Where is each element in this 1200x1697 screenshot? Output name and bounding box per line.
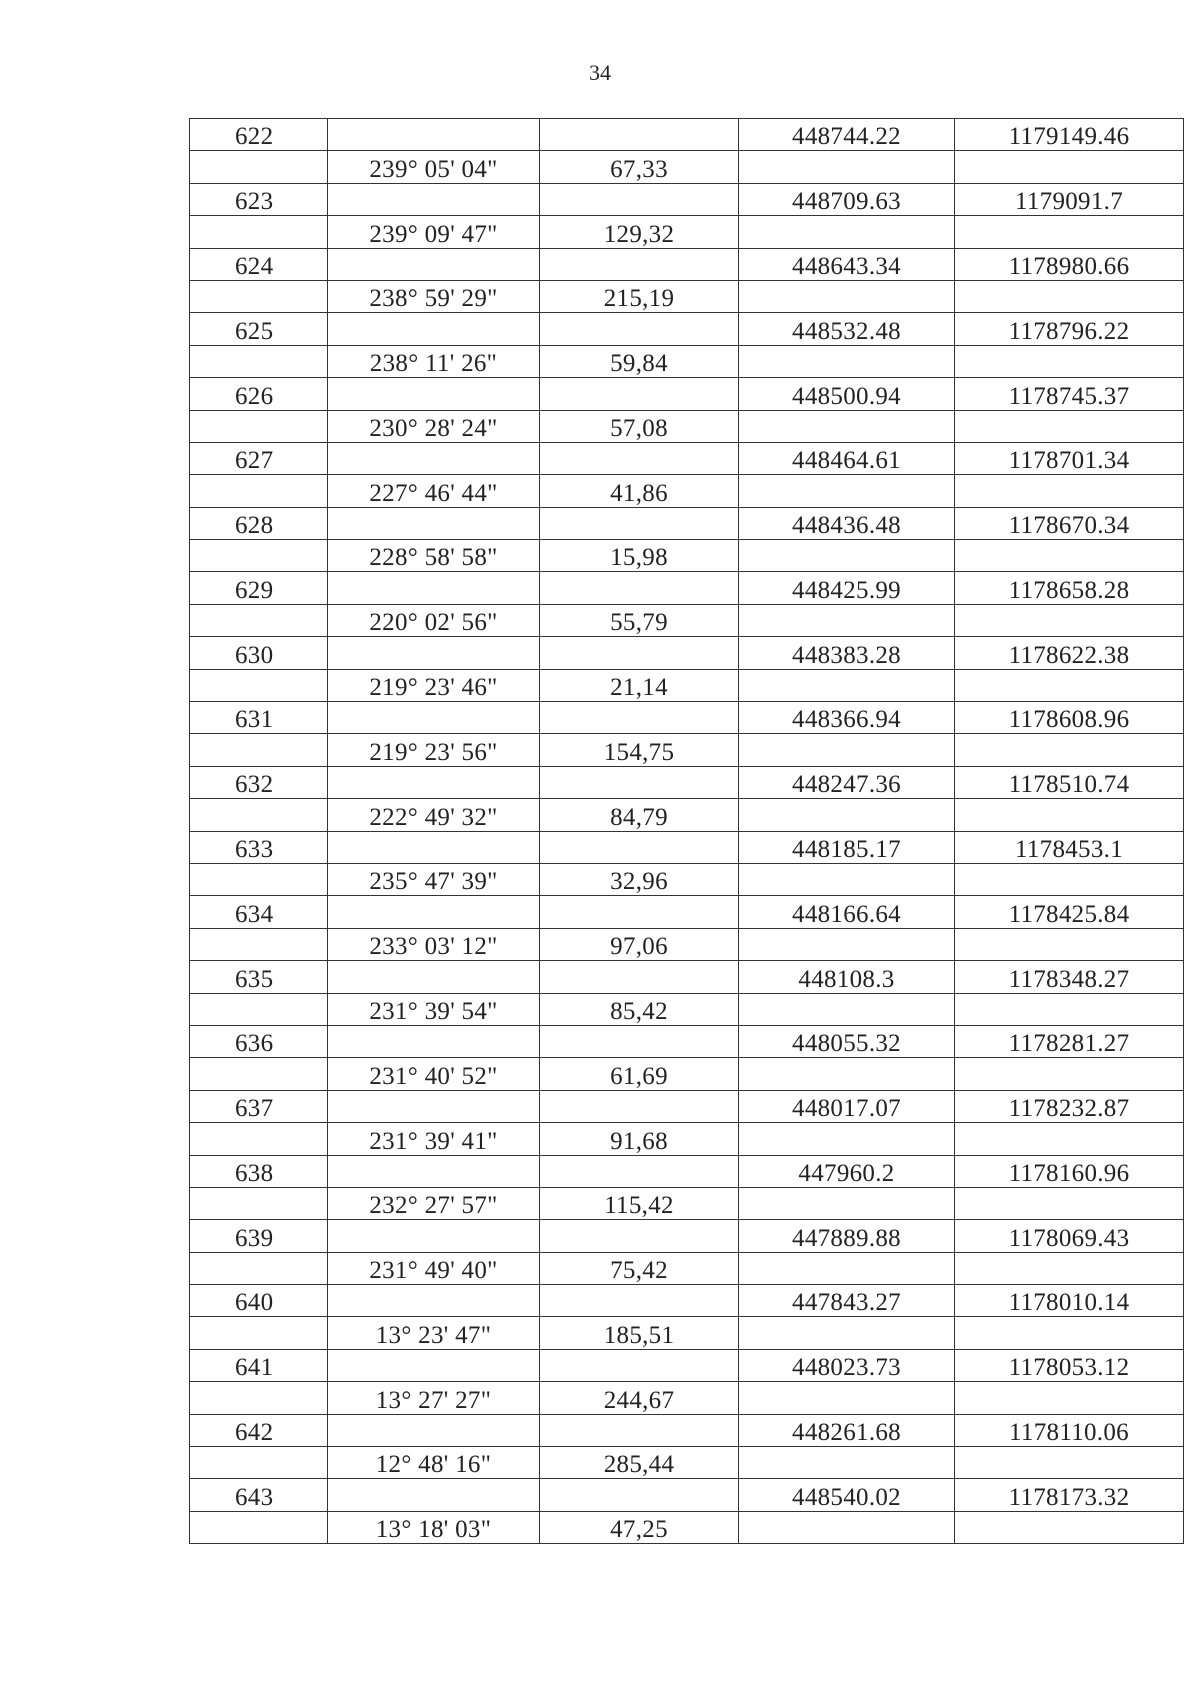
empty-cell bbox=[540, 831, 739, 863]
point-number: 624 bbox=[190, 248, 328, 280]
x-coordinate: 448247.36 bbox=[739, 766, 955, 798]
segment-length: 47,25 bbox=[540, 1511, 739, 1543]
empty-cell bbox=[955, 799, 1184, 831]
empty-cell bbox=[328, 1414, 540, 1446]
segment-length: 59,84 bbox=[540, 345, 739, 377]
empty-cell bbox=[739, 410, 955, 442]
point-number: 636 bbox=[190, 1025, 328, 1057]
empty-cell bbox=[739, 1252, 955, 1284]
empty-cell bbox=[540, 1349, 739, 1381]
point-number: 634 bbox=[190, 896, 328, 928]
y-coordinate: 1178658.28 bbox=[955, 572, 1184, 604]
point-row bbox=[190, 507, 1184, 539]
empty-cell bbox=[739, 475, 955, 507]
segment-row bbox=[190, 540, 1184, 572]
segment-row bbox=[190, 604, 1184, 636]
direction-angle: 222° 49' 32" bbox=[328, 799, 540, 831]
x-coordinate: 448055.32 bbox=[739, 1025, 955, 1057]
empty-cell bbox=[955, 1123, 1184, 1155]
empty-cell bbox=[328, 1155, 540, 1187]
empty-cell bbox=[190, 345, 328, 377]
y-coordinate: 1178622.38 bbox=[955, 637, 1184, 669]
empty-cell bbox=[328, 896, 540, 928]
empty-cell bbox=[739, 669, 955, 701]
direction-angle: 239° 05' 04" bbox=[328, 151, 540, 183]
empty-cell bbox=[739, 1317, 955, 1349]
empty-cell bbox=[328, 378, 540, 410]
point-number: 643 bbox=[190, 1479, 328, 1511]
direction-angle: 238° 59' 29" bbox=[328, 280, 540, 312]
y-coordinate: 1178053.12 bbox=[955, 1349, 1184, 1381]
point-number: 625 bbox=[190, 313, 328, 345]
empty-cell bbox=[328, 248, 540, 280]
point-row bbox=[190, 1025, 1184, 1057]
empty-cell bbox=[190, 216, 328, 248]
point-number: 627 bbox=[190, 442, 328, 474]
empty-cell bbox=[190, 993, 328, 1025]
x-coordinate: 448383.28 bbox=[739, 637, 955, 669]
empty-cell bbox=[190, 540, 328, 572]
x-coordinate: 448023.73 bbox=[739, 1349, 955, 1381]
direction-angle: 230° 28' 24" bbox=[328, 410, 540, 442]
empty-cell bbox=[328, 766, 540, 798]
empty-cell bbox=[190, 1252, 328, 1284]
empty-cell bbox=[955, 1058, 1184, 1090]
point-row bbox=[190, 572, 1184, 604]
empty-cell bbox=[955, 345, 1184, 377]
segment-length: 32,96 bbox=[540, 863, 739, 895]
empty-cell bbox=[955, 475, 1184, 507]
point-row bbox=[190, 637, 1184, 669]
point-row bbox=[190, 831, 1184, 863]
empty-cell bbox=[190, 1447, 328, 1479]
point-number: 630 bbox=[190, 637, 328, 669]
empty-cell bbox=[739, 604, 955, 636]
empty-cell bbox=[328, 1479, 540, 1511]
empty-cell bbox=[739, 799, 955, 831]
empty-cell bbox=[328, 702, 540, 734]
empty-cell bbox=[540, 248, 739, 280]
y-coordinate: 1178980.66 bbox=[955, 248, 1184, 280]
segment-row bbox=[190, 1382, 1184, 1414]
empty-cell bbox=[955, 410, 1184, 442]
y-coordinate: 1178745.37 bbox=[955, 378, 1184, 410]
direction-angle: 227° 46' 44" bbox=[328, 475, 540, 507]
segment-row bbox=[190, 216, 1184, 248]
empty-cell bbox=[955, 928, 1184, 960]
empty-cell bbox=[328, 1090, 540, 1122]
empty-cell bbox=[328, 1349, 540, 1381]
y-coordinate: 1178348.27 bbox=[955, 961, 1184, 993]
point-row bbox=[190, 1090, 1184, 1122]
segment-length: 61,69 bbox=[540, 1058, 739, 1090]
empty-cell bbox=[328, 507, 540, 539]
empty-cell bbox=[955, 734, 1184, 766]
y-coordinate: 1179091.7 bbox=[955, 183, 1184, 215]
segment-row bbox=[190, 993, 1184, 1025]
point-number: 639 bbox=[190, 1220, 328, 1252]
empty-cell bbox=[739, 151, 955, 183]
direction-angle: 231° 49' 40" bbox=[328, 1252, 540, 1284]
empty-cell bbox=[739, 928, 955, 960]
y-coordinate: 1178281.27 bbox=[955, 1025, 1184, 1057]
empty-cell bbox=[540, 1090, 739, 1122]
x-coordinate: 448464.61 bbox=[739, 442, 955, 474]
segment-length: 57,08 bbox=[540, 410, 739, 442]
empty-cell bbox=[540, 766, 739, 798]
empty-cell bbox=[739, 1511, 955, 1543]
point-row bbox=[190, 442, 1184, 474]
empty-cell bbox=[955, 863, 1184, 895]
y-coordinate: 1178701.34 bbox=[955, 442, 1184, 474]
segment-row bbox=[190, 1447, 1184, 1479]
coordinates-table-body bbox=[190, 119, 1184, 1544]
empty-cell bbox=[739, 863, 955, 895]
segment-row bbox=[190, 734, 1184, 766]
x-coordinate: 448366.94 bbox=[739, 702, 955, 734]
direction-angle: 219° 23' 46" bbox=[328, 669, 540, 701]
empty-cell bbox=[955, 993, 1184, 1025]
empty-cell bbox=[190, 799, 328, 831]
direction-angle: 231° 40' 52" bbox=[328, 1058, 540, 1090]
y-coordinate: 1178425.84 bbox=[955, 896, 1184, 928]
x-coordinate: 448425.99 bbox=[739, 572, 955, 604]
empty-cell bbox=[540, 702, 739, 734]
empty-cell bbox=[739, 540, 955, 572]
empty-cell bbox=[955, 1317, 1184, 1349]
point-row bbox=[190, 248, 1184, 280]
point-number: 623 bbox=[190, 183, 328, 215]
x-coordinate: 448185.17 bbox=[739, 831, 955, 863]
segment-length: 185,51 bbox=[540, 1317, 739, 1349]
empty-cell bbox=[540, 1025, 739, 1057]
point-row bbox=[190, 702, 1184, 734]
empty-cell bbox=[955, 1382, 1184, 1414]
empty-cell bbox=[540, 119, 739, 151]
point-row bbox=[190, 896, 1184, 928]
empty-cell bbox=[955, 1187, 1184, 1219]
point-row bbox=[190, 119, 1184, 151]
empty-cell bbox=[328, 313, 540, 345]
point-number: 622 bbox=[190, 119, 328, 151]
y-coordinate: 1178069.43 bbox=[955, 1220, 1184, 1252]
y-coordinate: 1179149.46 bbox=[955, 119, 1184, 151]
empty-cell bbox=[739, 1447, 955, 1479]
empty-cell bbox=[328, 183, 540, 215]
direction-angle: 231° 39' 41" bbox=[328, 1123, 540, 1155]
segment-row bbox=[190, 1317, 1184, 1349]
x-coordinate: 448643.34 bbox=[739, 248, 955, 280]
segment-row bbox=[190, 151, 1184, 183]
empty-cell bbox=[540, 1479, 739, 1511]
empty-cell bbox=[190, 734, 328, 766]
point-row bbox=[190, 961, 1184, 993]
x-coordinate: 448532.48 bbox=[739, 313, 955, 345]
empty-cell bbox=[955, 1252, 1184, 1284]
empty-cell bbox=[955, 1511, 1184, 1543]
x-coordinate: 447843.27 bbox=[739, 1285, 955, 1317]
segment-length: 91,68 bbox=[540, 1123, 739, 1155]
point-row bbox=[190, 1155, 1184, 1187]
empty-cell bbox=[190, 1382, 328, 1414]
direction-angle: 13° 27' 27" bbox=[328, 1382, 540, 1414]
empty-cell bbox=[190, 1511, 328, 1543]
empty-cell bbox=[739, 993, 955, 1025]
direction-angle: 233° 03' 12" bbox=[328, 928, 540, 960]
empty-cell bbox=[540, 1155, 739, 1187]
direction-angle: 13° 18' 03" bbox=[328, 1511, 540, 1543]
segment-row bbox=[190, 475, 1184, 507]
empty-cell bbox=[955, 669, 1184, 701]
coordinates-table bbox=[189, 118, 1184, 1544]
direction-angle: 13° 23' 47" bbox=[328, 1317, 540, 1349]
point-number: 638 bbox=[190, 1155, 328, 1187]
empty-cell bbox=[955, 151, 1184, 183]
empty-cell bbox=[739, 1058, 955, 1090]
empty-cell bbox=[739, 280, 955, 312]
empty-cell bbox=[328, 442, 540, 474]
segment-row bbox=[190, 1511, 1184, 1543]
segment-row bbox=[190, 863, 1184, 895]
point-row bbox=[190, 378, 1184, 410]
y-coordinate: 1178670.34 bbox=[955, 507, 1184, 539]
point-number: 633 bbox=[190, 831, 328, 863]
x-coordinate: 448500.94 bbox=[739, 378, 955, 410]
x-coordinate: 447960.2 bbox=[739, 1155, 955, 1187]
point-number: 631 bbox=[190, 702, 328, 734]
empty-cell bbox=[190, 1317, 328, 1349]
empty-cell bbox=[328, 1220, 540, 1252]
x-coordinate: 448166.64 bbox=[739, 896, 955, 928]
empty-cell bbox=[540, 572, 739, 604]
empty-cell bbox=[540, 1285, 739, 1317]
point-row bbox=[190, 1220, 1184, 1252]
x-coordinate: 447889.88 bbox=[739, 1220, 955, 1252]
empty-cell bbox=[540, 313, 739, 345]
empty-cell bbox=[540, 442, 739, 474]
segment-row bbox=[190, 410, 1184, 442]
y-coordinate: 1178510.74 bbox=[955, 766, 1184, 798]
x-coordinate: 448017.07 bbox=[739, 1090, 955, 1122]
point-row bbox=[190, 183, 1184, 215]
empty-cell bbox=[190, 410, 328, 442]
x-coordinate: 448540.02 bbox=[739, 1479, 955, 1511]
empty-cell bbox=[190, 1058, 328, 1090]
empty-cell bbox=[739, 1123, 955, 1155]
segment-length: 244,67 bbox=[540, 1382, 739, 1414]
y-coordinate: 1178796.22 bbox=[955, 313, 1184, 345]
empty-cell bbox=[328, 961, 540, 993]
segment-length: 55,79 bbox=[540, 604, 739, 636]
empty-cell bbox=[190, 669, 328, 701]
empty-cell bbox=[955, 604, 1184, 636]
segment-length: 84,79 bbox=[540, 799, 739, 831]
empty-cell bbox=[328, 831, 540, 863]
segment-length: 129,32 bbox=[540, 216, 739, 248]
y-coordinate: 1178608.96 bbox=[955, 702, 1184, 734]
page-number: 34 bbox=[589, 60, 611, 85]
y-coordinate: 1178453.1 bbox=[955, 831, 1184, 863]
empty-cell bbox=[190, 863, 328, 895]
empty-cell bbox=[190, 475, 328, 507]
empty-cell bbox=[328, 572, 540, 604]
point-row bbox=[190, 1479, 1184, 1511]
direction-angle: 238° 11' 26" bbox=[328, 345, 540, 377]
segment-length: 85,42 bbox=[540, 993, 739, 1025]
direction-angle: 12° 48' 16" bbox=[328, 1447, 540, 1479]
empty-cell bbox=[955, 1447, 1184, 1479]
empty-cell bbox=[328, 1285, 540, 1317]
point-number: 641 bbox=[190, 1349, 328, 1381]
empty-cell bbox=[328, 119, 540, 151]
segment-length: 15,98 bbox=[540, 540, 739, 572]
y-coordinate: 1178160.96 bbox=[955, 1155, 1184, 1187]
empty-cell bbox=[955, 216, 1184, 248]
y-coordinate: 1178173.32 bbox=[955, 1479, 1184, 1511]
empty-cell bbox=[540, 507, 739, 539]
direction-angle: 228° 58' 58" bbox=[328, 540, 540, 572]
empty-cell bbox=[540, 961, 739, 993]
segment-length: 115,42 bbox=[540, 1187, 739, 1219]
empty-cell bbox=[739, 345, 955, 377]
empty-cell bbox=[739, 734, 955, 766]
segment-row bbox=[190, 280, 1184, 312]
empty-cell bbox=[955, 540, 1184, 572]
empty-cell bbox=[328, 1025, 540, 1057]
empty-cell bbox=[190, 928, 328, 960]
empty-cell bbox=[540, 378, 739, 410]
empty-cell bbox=[739, 1382, 955, 1414]
segment-row bbox=[190, 345, 1184, 377]
point-number: 637 bbox=[190, 1090, 328, 1122]
empty-cell bbox=[190, 151, 328, 183]
segment-length: 154,75 bbox=[540, 734, 739, 766]
point-row bbox=[190, 766, 1184, 798]
empty-cell bbox=[955, 280, 1184, 312]
point-number: 635 bbox=[190, 961, 328, 993]
segment-length: 21,14 bbox=[540, 669, 739, 701]
segment-row bbox=[190, 799, 1184, 831]
direction-angle: 232° 27' 57" bbox=[328, 1187, 540, 1219]
segment-length: 97,06 bbox=[540, 928, 739, 960]
direction-angle: 219° 23' 56" bbox=[328, 734, 540, 766]
segment-row bbox=[190, 1252, 1184, 1284]
segment-length: 215,19 bbox=[540, 280, 739, 312]
point-row bbox=[190, 1414, 1184, 1446]
empty-cell bbox=[540, 1220, 739, 1252]
y-coordinate: 1178232.87 bbox=[955, 1090, 1184, 1122]
empty-cell bbox=[540, 896, 739, 928]
point-number: 626 bbox=[190, 378, 328, 410]
segment-length: 41,86 bbox=[540, 475, 739, 507]
empty-cell bbox=[540, 637, 739, 669]
empty-cell bbox=[190, 1123, 328, 1155]
segment-row bbox=[190, 928, 1184, 960]
empty-cell bbox=[540, 1414, 739, 1446]
point-number: 632 bbox=[190, 766, 328, 798]
empty-cell bbox=[190, 280, 328, 312]
x-coordinate: 448108.3 bbox=[739, 961, 955, 993]
y-coordinate: 1178110.06 bbox=[955, 1414, 1184, 1446]
segment-row bbox=[190, 669, 1184, 701]
direction-angle: 235° 47' 39" bbox=[328, 863, 540, 895]
segment-row bbox=[190, 1123, 1184, 1155]
segment-length: 285,44 bbox=[540, 1447, 739, 1479]
x-coordinate: 448261.68 bbox=[739, 1414, 955, 1446]
point-row bbox=[190, 313, 1184, 345]
empty-cell bbox=[739, 1187, 955, 1219]
point-number: 640 bbox=[190, 1285, 328, 1317]
direction-angle: 239° 09' 47" bbox=[328, 216, 540, 248]
x-coordinate: 448436.48 bbox=[739, 507, 955, 539]
segment-row bbox=[190, 1058, 1184, 1090]
segment-length: 67,33 bbox=[540, 151, 739, 183]
point-row bbox=[190, 1349, 1184, 1381]
point-number: 628 bbox=[190, 507, 328, 539]
point-number: 642 bbox=[190, 1414, 328, 1446]
x-coordinate: 448709.63 bbox=[739, 183, 955, 215]
segment-row bbox=[190, 1187, 1184, 1219]
empty-cell bbox=[328, 637, 540, 669]
segment-length: 75,42 bbox=[540, 1252, 739, 1284]
y-coordinate: 1178010.14 bbox=[955, 1285, 1184, 1317]
point-row bbox=[190, 1285, 1184, 1317]
empty-cell bbox=[190, 1187, 328, 1219]
direction-angle: 220° 02' 56" bbox=[328, 604, 540, 636]
direction-angle: 231° 39' 54" bbox=[328, 993, 540, 1025]
x-coordinate: 448744.22 bbox=[739, 119, 955, 151]
empty-cell bbox=[540, 183, 739, 215]
point-number: 629 bbox=[190, 572, 328, 604]
empty-cell bbox=[739, 216, 955, 248]
empty-cell bbox=[190, 604, 328, 636]
